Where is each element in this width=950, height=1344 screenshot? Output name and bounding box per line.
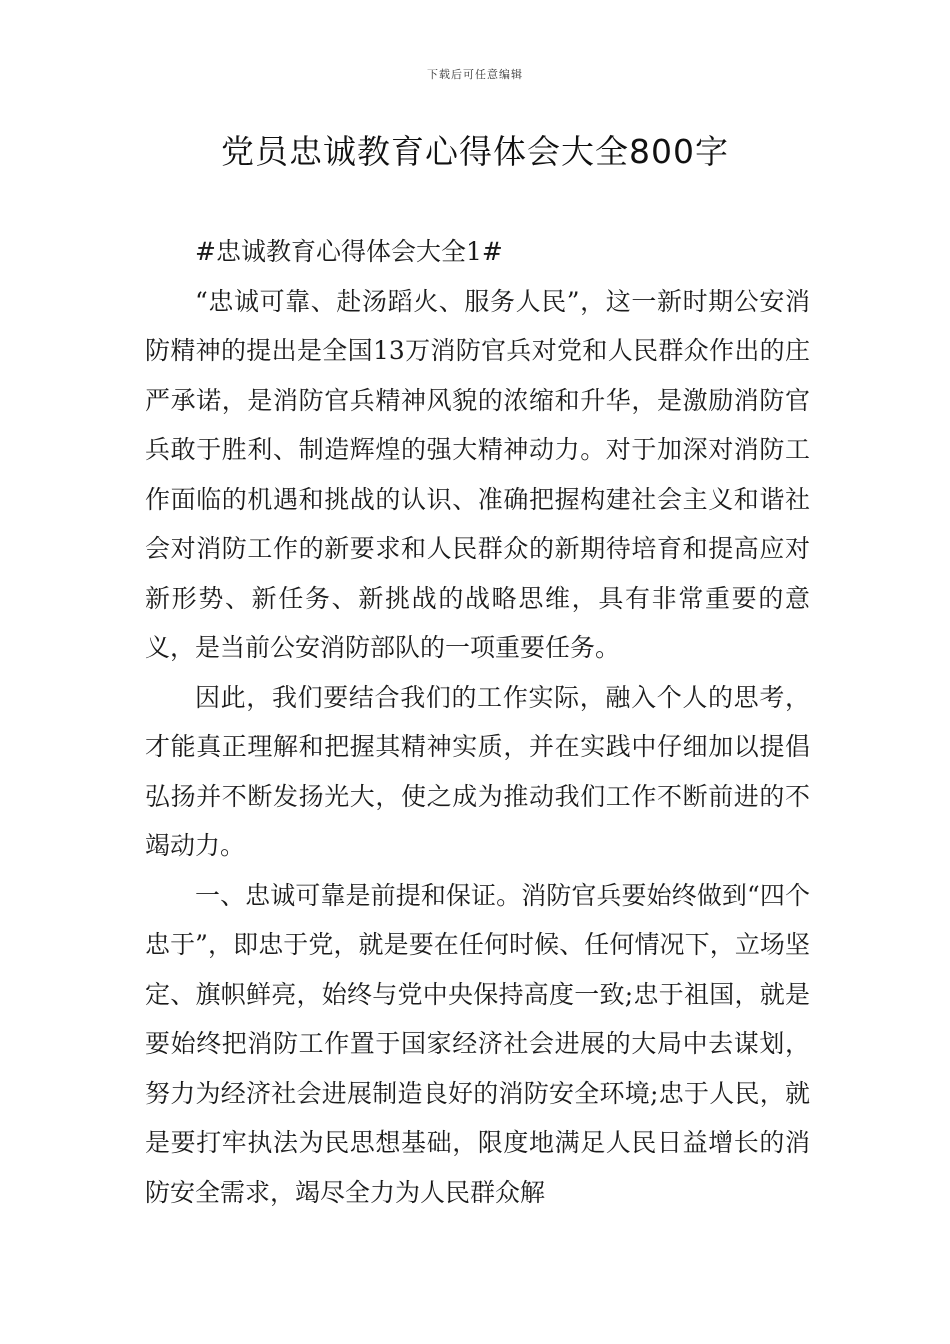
- document-body: [145, 227, 810, 1217]
- header-note: 下载后可任意编辑: [427, 68, 523, 81]
- paragraph-3: 一、忠诚可靠是前提和保证。消防官兵要始终做到“四个忠于”，即忠于党，就是要在任何时候、任何情况下，立场坚定、旗帜鲜亮，始终与党中央保持高度一致;忠于祖国，就是要始终把消防工作置于国家经济社会进展的大局中去谋划，努力为经济社会进展制造良好的消防安全环境;忠于人民，就是要打牢执法为民思想基础，限度地满足人民日益增长的消防安全需求，竭尽全力为人民群众解: [145, 880, 810, 1207]
- document-title: 党员忠诚教育心得体会大全800字: [221, 132, 729, 171]
- paragraph-2: 因此，我们要结合我们的工作实际，融入个人的思考，才能真正理解和把握其精神实质，并在实践中仔细加以提倡弘扬并不断发扬光大，使之成为推动我们工作不断前进的不竭动力。: [145, 682, 810, 860]
- paragraph-1: “忠诚可靠、赴汤蹈火、服务人民”，这一新时期公安消防精神的提出是全国13万消防官兵对党和人民群众作出的庄严承诺，是消防官兵精神风貌的浓缩和升华，是激励消防官兵敢于胜利、制造辉煌的强大精神动力。对于加深对消防工作面临的机遇和挑战的认识、准确把握构建社会主义和谐社会对消防工作的新要求和人民群众的新期待培育和提高应对新形势、新任务、新挑战的战略思维，具有非常重要的意义，是当前公安消防部队的一项重要任务。: [145, 286, 810, 662]
- section-heading: #忠诚教育心得体会大全1#: [195, 237, 503, 266]
